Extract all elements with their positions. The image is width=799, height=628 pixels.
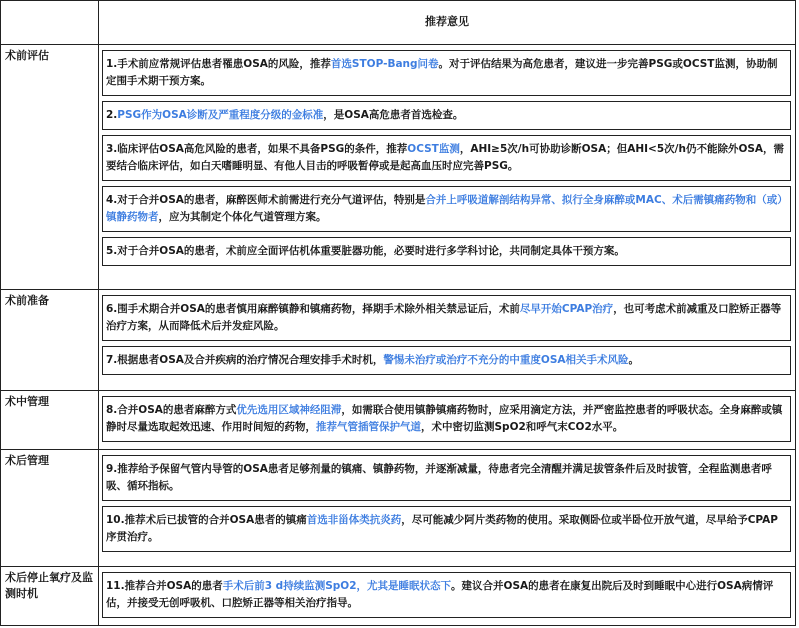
recommendation-text: ，应为其制定个体化气道管理方案。 <box>158 210 327 223</box>
recommendation-text: 4.对于合并OSA的患者，麻醉医师术前需进行充分气道评估，特别是 <box>106 193 426 206</box>
recommendation-text: 8.合并OSA的患者麻醉方式 <box>106 403 237 416</box>
highlighted-text: 警惕未治疗或治疗不充分的中重度OSA相关手术风险 <box>383 353 629 366</box>
recommendation-text: ，尽可能减少阿片类药物的使用。采取侧卧位或半卧位开放气道，尽早给予CPAP序贯治疗。 <box>106 513 778 543</box>
highlighted-text: 尽早开始CPAP治疗 <box>519 302 614 315</box>
recommendation-text: 2. <box>106 108 118 121</box>
section-items <box>99 289 796 390</box>
section-row <box>1 567 796 626</box>
highlighted-text: PSG作为OSA诊断及严重程度分级的金标准 <box>117 108 324 121</box>
section-category: 术前准备 <box>1 289 99 390</box>
header-title: 推荐意见 <box>99 1 796 45</box>
recommendation-text: 9.推荐给予保留气管内导管的OSA患者足够剂量的镇痛、镇静药物，并逐渐减量，待患者完全清醒并满足拔管条件后及时拔管，全程监测患者呼吸、循环指标。 <box>106 462 772 492</box>
recommendation-text: 3.临床评估OSA高危风险的患者，如果不具备PSG的条件，推荐 <box>106 142 408 155</box>
section-row <box>1 390 796 449</box>
recommendation-text: 。建议合并OSA的患者在康复出院后及时到睡眠中心进行OSA病情评估，并接受无创呼吸机、口腔矫正器等相关治疗指导。 <box>106 580 774 610</box>
recommendation-text: 10.推荐术后已拔管的合并OSA患者的镇痛 <box>106 513 307 526</box>
section-category: 术后管理 <box>1 449 99 567</box>
recommendation-text: ，是OSA高危患者首选检查。 <box>323 108 464 121</box>
recommendation-text: 7.根据患者OSA及合并疾病的治疗情况合理安排手术时机， <box>106 353 384 366</box>
section-category: 术前评估 <box>1 44 99 289</box>
highlighted-text: 首选STOP-Bang问卷 <box>330 57 439 70</box>
recommendation-item <box>102 506 791 552</box>
recommendation-item <box>102 572 791 618</box>
recommendation-item <box>102 346 791 375</box>
highlighted-text: 合并上呼吸道解剖结构异常、拟行全身麻醉或MAC、术后需镇痛药物和（或）镇静药物者 <box>106 193 783 223</box>
recommendation-text: ，如需联合使用镇静镇痛药物时，应采用滴定方法，并严密监控患者的呼吸状态。全身麻醉或镇静时尽量选取起效迅速、作用时间短的药物， <box>106 403 783 433</box>
section-items <box>99 567 796 626</box>
header-empty-cell <box>1 1 99 45</box>
recommendation-text: 。 <box>628 353 640 366</box>
recommendation-text: ，术中密切监测SpO2和呼气末CO2水平。 <box>421 420 624 433</box>
recommendation-text: 11.推荐合并OSA的患者 <box>106 580 223 593</box>
section-items <box>99 449 796 567</box>
section-row <box>1 449 796 567</box>
highlighted-text: 手术后前3 d持续监测SpO2，尤其是睡眠状态下 <box>222 580 452 593</box>
highlighted-text: 首选非甾体类抗炎药 <box>306 513 402 526</box>
recommendation-item <box>102 135 791 181</box>
highlighted-text: 优先选用区域神经阻滞 <box>236 403 342 416</box>
recommendation-text: ，AHI≥5次/h可协助诊断OSA；但AHI<5次/h仍不能除外OSA，需要结合临床评估，如白天嗜睡明显、有他人目击的呼吸暂停或是起高血压时应完善PSG。 <box>106 142 785 172</box>
recommendation-item <box>102 237 791 266</box>
section-category: 术中管理 <box>1 390 99 449</box>
highlighted-text: 推荐气管插管保护气道 <box>316 420 421 433</box>
recommendation-item <box>102 101 791 130</box>
table-header-row <box>1 1 796 45</box>
recommendation-text: ，也可考虑术前减重及口腔矫正器等治疗方案，从而降低术后并发症风险。 <box>106 302 782 332</box>
highlighted-text: OCST监测 <box>407 142 460 155</box>
recommendation-item <box>102 186 791 232</box>
recommendation-text: 6.围手术期合并OSA的患者慎用麻醉镇静和镇痛药物，择期手术除外相关禁忌证后，术前 <box>106 302 520 315</box>
section-row <box>1 44 796 289</box>
section-items <box>99 390 796 449</box>
section-row <box>1 289 796 390</box>
section-category: 术后停止氧疗及监测时机 <box>1 567 99 626</box>
recommendation-item <box>102 50 791 96</box>
recommendation-item <box>102 295 791 341</box>
recommendation-text: 。对于评估结果为高危患者，建议进一步完善PSG或OCST监测，协助制定围手术期干预方案。 <box>106 57 778 87</box>
recommendation-item <box>102 396 791 442</box>
recommendation-text: 5.对于合并OSA的患者，术前应全面评估机体重要脏器功能，必要时进行多学科讨论，共同制定具体干预方案。 <box>106 244 625 257</box>
section-items <box>99 44 796 289</box>
recommendation-text: 1.手术前应常规评估患者罹患OSA的风险，推荐 <box>106 57 331 70</box>
recommendation-item <box>102 455 791 501</box>
